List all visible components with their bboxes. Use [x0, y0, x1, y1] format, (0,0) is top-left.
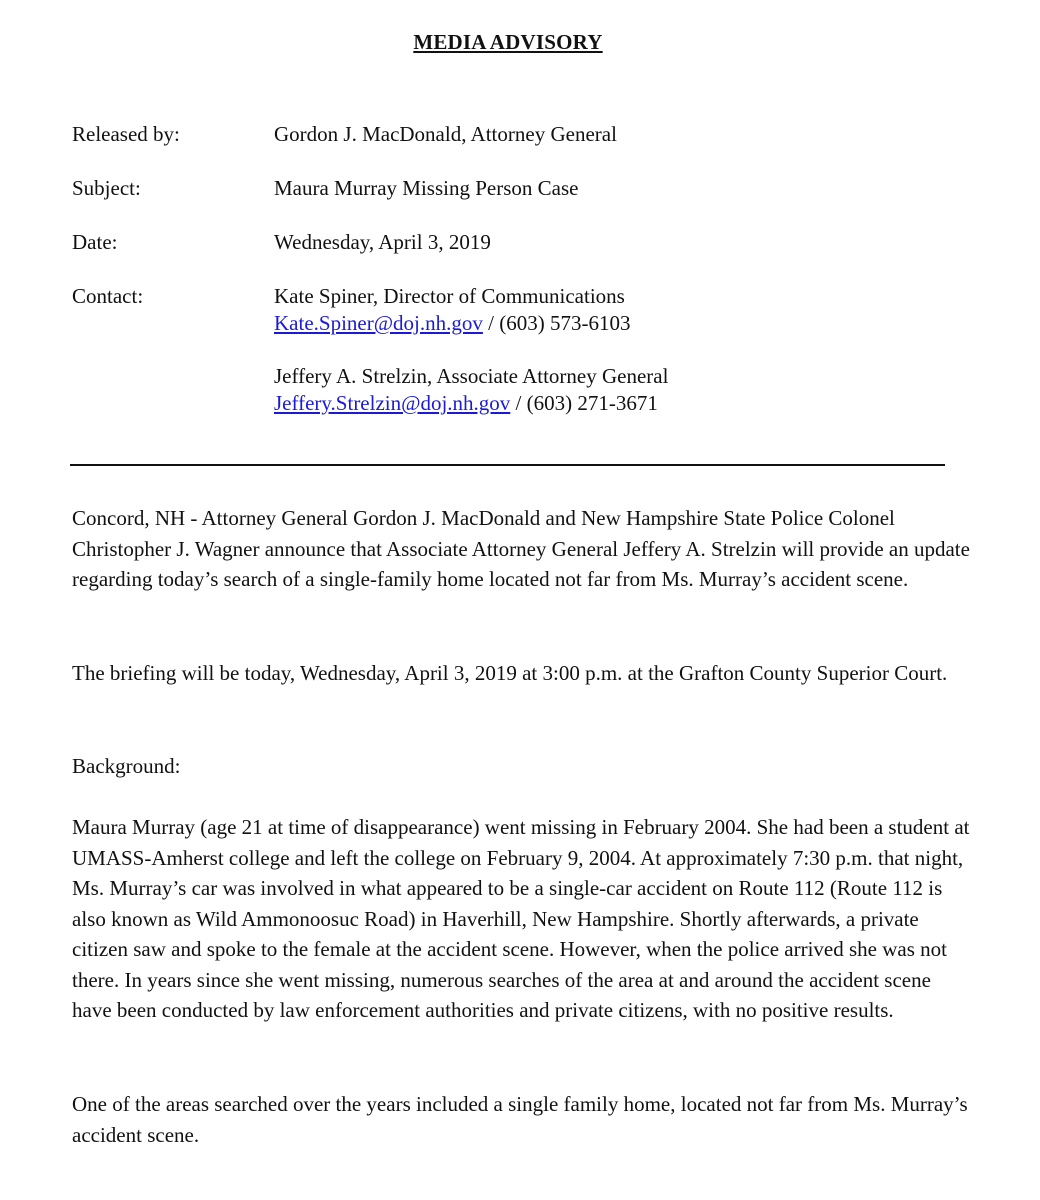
briefing-paragraph: The briefing will be today, Wednesday, April 3, 2019 at 3:00 p.m. at the Grafton County Superior Court. [72, 661, 948, 685]
document-title: MEDIA ADVISORY [413, 30, 603, 54]
contact-label: Contact: [72, 284, 144, 308]
contact-2-email-link[interactable]: Jeffery.Strelzin@doj.nh.gov [274, 391, 511, 415]
date-label: Date: [72, 230, 118, 254]
announcement-paragraph: Concord, NH - Attorney General Gordon J. MacDonald and New Hampshire State Police Colonel Christopher J. Wagner announce that Associate Attorney General Jeffery A. Strelzin will provide an update regarding today’s search of a single-family home located not far from Ms. Murray’s accident scene. [72, 506, 970, 591]
released-by-label: Released by: [72, 122, 180, 146]
released-by-value: Gordon J. MacDonald, Attorney General [274, 122, 617, 146]
contact-1-name: Kate Spiner, Director of Communications [274, 284, 625, 308]
contact-1-email-link[interactable]: Kate.Spiner@doj.nh.gov [274, 311, 483, 335]
background-paragraph: Maura Murray (age 21 at time of disappearance) went missing in February 2004. She had been a student at UMASS-Amherst college and left the college on February 9, 2004. At approximately 7:30 p.m. that night, Ms. Murray’s car was involved in what appeared to be a single-car accident on Route 112 (Route 112 is also known as Wild Ammonoosuc Road) in Haverhill, New Hampshire. Shortly afterwards, a private citizen saw and spoke to the female at the accident scene. However, when the police arrived she was not there. In years since she went missing, numerous searches of the area at and around the accident scene have been conducted by law enforcement authorities and private citizens, with no positive results. [72, 815, 970, 1022]
horizontal-divider [70, 464, 945, 466]
background-heading: Background: [72, 754, 181, 778]
subject-value: Maura Murray Missing Person Case [274, 176, 579, 200]
subject-label: Subject: [72, 176, 141, 200]
contact-2-phone: / (603) 271-3671 [510, 391, 658, 415]
contact-1-phone: / (603) 573-6103 [482, 311, 631, 335]
closing-paragraph: One of the areas searched over the years included a single family home, located not far from Ms. Murray’s accident scene. [72, 1092, 968, 1147]
date-value: Wednesday, April 3, 2019 [274, 230, 491, 254]
contact-2-name: Jeffery A. Strelzin, Associate Attorney General [274, 364, 669, 388]
